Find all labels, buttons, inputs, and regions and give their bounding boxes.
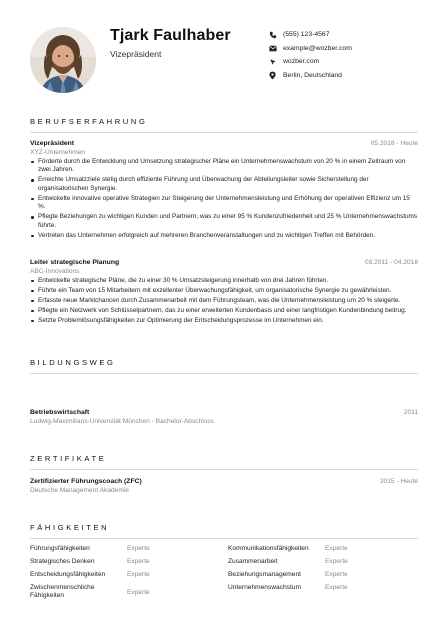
skill-level: Experte xyxy=(325,584,348,591)
contact-website xyxy=(268,55,352,69)
skill-level: Experte xyxy=(127,545,150,552)
skill-name: Unternehmenswachstum xyxy=(228,584,301,591)
job-bullets xyxy=(30,277,418,326)
skills-section-title: FÄHIGKEITEN xyxy=(30,523,110,532)
section-divider xyxy=(30,469,418,470)
contact-phone-text: (555) 123-4567 xyxy=(283,31,330,39)
job-company: XYZ-Unternehmen xyxy=(30,148,85,156)
skill-level: Experte xyxy=(325,558,348,565)
certificates-section-title: ZERTIFIKATE xyxy=(30,454,107,463)
job-bullet: Erfasste neue Marktchancen durch Zusammenarbeit mit dem Führungsteam, was die Unternehmensleistung um 20 % steigerte. xyxy=(30,297,418,306)
job-date: 03.2011 - 04.2018 xyxy=(364,259,418,266)
education-entry xyxy=(30,409,418,425)
person-role: Vizepräsident xyxy=(110,49,162,59)
job-bullet: Setzte Problemlösungsfähigkeiten zur Optimierung der Entscheidungsprozesse im Unternehmen ein. xyxy=(30,317,418,326)
contact-list xyxy=(268,28,352,82)
job-bullet: Pflegte Beziehungen zu wichtigen Kunden und Partnern, was zu einer 95 % Kundenzufriedenheit und 25 % Unternehmenswachstums führte. xyxy=(30,213,418,230)
job-title: Vizepräsident xyxy=(30,140,75,147)
certificates-section-header xyxy=(30,454,418,470)
portrait-image xyxy=(30,27,96,93)
phone-icon xyxy=(268,30,277,39)
section-divider xyxy=(30,538,418,539)
email-icon xyxy=(268,44,277,53)
job-bullet: Erreichte Umsatzziele stetig durch effiziente Führung und Überwachung der Abteilungsleiter sowie Sicherstellung der organisatorischen Synergie. xyxy=(30,176,418,193)
person-name: Tjark Faulhaber xyxy=(110,27,231,44)
experience-section-title: BERUFSERFAHRUNG xyxy=(30,117,148,126)
education-section-header xyxy=(30,358,418,374)
skill-name: Führungsfähigkeiten xyxy=(30,545,90,552)
job-bullet: Führte ein Team von 15 Mitarbeitern mit exzellenter Überwachungsfähigkeit, um organisatorische Synergie zu gewährleisten. xyxy=(30,287,418,296)
contact-location-text: Berlin, Deutschland xyxy=(283,71,342,79)
job-bullet: Förderte durch die Entwicklung und Umsetzung strategischer Pläne ein Unternehmenswachstum von 20 % in einem Zeitraum von zwei Jahren. xyxy=(30,158,418,175)
skill-name: Zusammenarbeit xyxy=(228,558,278,565)
link-icon xyxy=(268,57,277,66)
job-bullet: Pflegte ein Netzwerk von Schlüsselpartnern, das zu einer erweiterten Kundenbasis und einer langfristigen Kundenbindung beitrug. xyxy=(30,307,418,316)
job-bullets xyxy=(30,158,418,241)
contact-email-text: example@wozber.com xyxy=(283,44,352,52)
certificate-entry xyxy=(30,478,418,494)
job-company: ABC-Innovations xyxy=(30,267,80,275)
education-title: Betriebswirtschaft xyxy=(30,409,90,416)
job-bullet: Entwickelte innovative operative Strategien zur Steigerung der Unternehmensleistung und Erhöhung der operativen Effizienz um 15 %. xyxy=(30,195,418,212)
skill-name: Kommunikationsfähigkeiten xyxy=(228,545,309,552)
job-date: 05.2018 - Heute xyxy=(370,140,418,147)
education-section-title: BILDUNGSWEG xyxy=(30,358,116,367)
job-title: Leiter strategische Planung xyxy=(30,259,120,266)
skills-section-header xyxy=(30,523,418,539)
experience-section-header xyxy=(30,117,418,133)
education-detail: Ludwig-Maximilians-Universität München - Bachelor-Abschluss xyxy=(30,417,214,425)
skill-name: Zwischenmenschliche Fähigkeiten xyxy=(30,584,95,600)
job-entry xyxy=(30,259,418,327)
skill-level: Experte xyxy=(325,571,348,578)
skill-name: Entscheidungsfähigkeiten xyxy=(30,571,106,578)
resume-header xyxy=(0,0,448,100)
skill-level: Experte xyxy=(127,571,150,578)
certificate-issuer: Deutsche Management Akademie xyxy=(30,486,129,494)
contact-website-text: wozber.com xyxy=(283,58,320,66)
certificate-date: 2015 - Heute xyxy=(379,478,418,485)
contact-location xyxy=(268,69,352,83)
certificate-title: Zertifizierter Führungscoach (ZFC) xyxy=(30,478,142,485)
skill-name: Strategisches Denken xyxy=(30,558,95,565)
education-date: 2011 xyxy=(403,409,418,416)
section-divider xyxy=(30,373,418,374)
skill-level: Experte xyxy=(127,558,150,565)
job-bullet: Vertreten das Unternehmen erfolgreich auf mehreren Branchenveranstaltungen und zu wichtigen Treffen mit Behörden. xyxy=(30,232,418,241)
skill-level: Experte xyxy=(325,545,348,552)
skill-level: Experte xyxy=(127,589,150,596)
contact-phone xyxy=(268,28,352,42)
skill-name: Beziehungsmanagement xyxy=(228,571,301,578)
avatar xyxy=(30,27,96,93)
job-entry xyxy=(30,140,418,242)
section-divider xyxy=(30,132,418,133)
contact-email xyxy=(268,42,352,56)
job-bullet: Entwickelte strategische Pläne, die zu einer 30 % Umsatzsteigerung innerhalb von drei Jahren führten. xyxy=(30,277,418,286)
location-icon xyxy=(268,71,277,80)
